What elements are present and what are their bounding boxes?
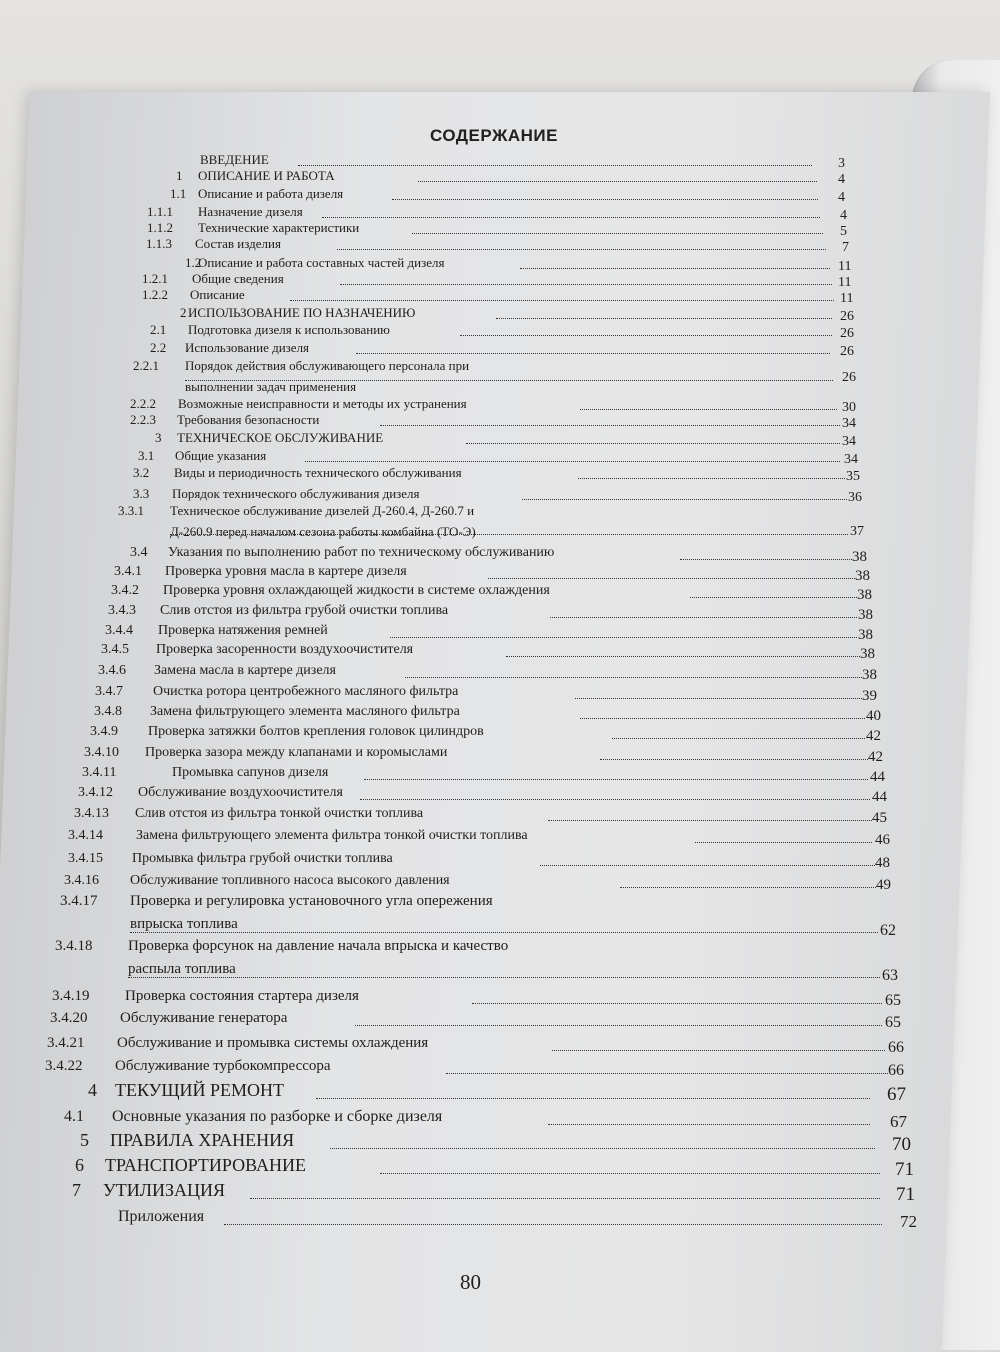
toc-section-number: 2.1	[150, 322, 167, 337]
toc-leader-dots	[224, 1224, 882, 1225]
toc-page-number: 34	[842, 416, 856, 431]
toc-leader-dots	[580, 409, 837, 410]
toc-leader-dots	[360, 799, 870, 800]
toc-section-number: 3.4	[130, 545, 148, 560]
toc-section-number: 3.4.11	[82, 765, 117, 780]
toc-leader-dots	[580, 718, 865, 719]
toc-section-number: 4	[88, 1080, 97, 1100]
toc-section-number: 3.4.21	[47, 1035, 85, 1051]
toc-section-number: 3.3.1	[118, 503, 144, 518]
toc-leader-dots	[548, 1124, 870, 1125]
toc-page-number: 67	[890, 1112, 907, 1131]
toc-section-title: Промывка фильтра грубой очистки топлива	[132, 851, 393, 866]
toc-page-number: 66	[888, 1039, 904, 1056]
toc-page-number: 4	[840, 208, 847, 223]
toc-section-number: 1	[176, 168, 183, 183]
toc-section-number: 1.1.3	[146, 236, 172, 251]
toc-leader-dots	[552, 1050, 885, 1051]
toc-section-number: 3.4.9	[90, 724, 118, 739]
toc-leader-dots	[522, 499, 847, 500]
toc-section-title: Описание	[190, 287, 245, 302]
toc-page-number: 42	[868, 749, 883, 765]
toc-page-number: 38	[858, 607, 873, 623]
toc-section-number: 3.4.10	[84, 745, 119, 760]
toc-leader-dots	[185, 380, 833, 381]
toc-page-number: 30	[842, 400, 856, 415]
toc-section-number: 1.2.1	[142, 271, 168, 286]
toc-leader-dots	[170, 534, 848, 535]
toc-section-title: Очистка ротора центробежного масляного фильтра	[153, 684, 459, 699]
toc-section-number: 3.4.16	[64, 873, 99, 888]
toc-page-number: 44	[872, 789, 887, 805]
toc-leader-dots	[412, 233, 823, 234]
toc-page-number: 26	[840, 309, 854, 324]
toc-page-number: 72	[900, 1212, 917, 1231]
toc-leader-dots	[337, 249, 826, 250]
page-number: 80	[460, 1270, 481, 1294]
toc-section-number: 3.4.17	[60, 893, 98, 909]
toc-section-number: 3.2	[133, 465, 150, 480]
toc-section-title: Техническое обслуживание дизелей Д-260.4, Д-260.7 и	[170, 503, 475, 518]
toc-leader-dots	[680, 559, 852, 560]
toc-section-title: Описание и работа дизеля	[198, 186, 344, 201]
toc-page-number: 65	[885, 992, 901, 1009]
toc-section-title: ВВЕДЕНИЕ	[200, 152, 269, 167]
toc-page-number: 4	[838, 172, 845, 187]
toc-section-number: 6	[75, 1155, 84, 1175]
toc-page-number: 44	[870, 769, 885, 785]
toc-section-number: 1.1	[170, 186, 187, 201]
toc-section-title: Проверка засоренности воздухоочистителя	[156, 642, 414, 657]
toc-page-number: 63	[882, 967, 898, 984]
toc-section-title-continued: Д-260.9 перед началом сезона работы комбайна (ТО-Э)	[170, 524, 476, 539]
toc-page-number: 71	[896, 1184, 915, 1205]
toc-section-title: Обслуживание топливного насоса высокого давления	[130, 873, 450, 888]
toc-page-number: 38	[858, 627, 873, 643]
toc-page-number: 48	[875, 855, 890, 871]
toc-page-number: 36	[848, 490, 862, 505]
toc-leader-dots	[620, 887, 876, 888]
toc-page-number: 37	[850, 524, 864, 539]
toc-section-title: Общие указания	[175, 448, 267, 463]
toc-page-number: 70	[892, 1134, 911, 1155]
toc-section-title: Проверка и регулировка установочного угла опережения	[130, 893, 493, 909]
toc-section-number: 2.2	[150, 340, 167, 355]
toc-section-title: ИСПОЛЬЗОВАНИЕ ПО НАЗНАЧЕНИЮ	[188, 305, 416, 320]
toc-leader-dots	[322, 217, 820, 218]
toc-section-number: 1.1.2	[147, 220, 173, 235]
toc-page-number: 34	[842, 434, 856, 449]
toc-section-title: Замена фильтрующего элемента фильтра тонкой очистки топлива	[136, 828, 528, 843]
toc-leader-dots	[130, 932, 878, 933]
toc-section-number: 3.4.1	[114, 564, 142, 579]
toc-page-number: 3	[838, 156, 845, 171]
toc-page-number: 46	[875, 832, 890, 848]
toc-section-title: Технические характеристики	[198, 220, 360, 235]
toc-leader-dots	[690, 597, 857, 598]
toc-section-number: 3.4.13	[74, 806, 109, 821]
toc-section-title: Требования безопасности	[177, 412, 320, 427]
toc-section-number: 2	[180, 305, 187, 320]
toc-leader-dots	[250, 1198, 880, 1199]
toc-section-number: 3.4.7	[95, 684, 123, 699]
toc-section-title: Назначение дизеля	[198, 204, 303, 219]
toc-section-number: 3.4.20	[50, 1010, 88, 1026]
toc-section-title: Порядок действия обслуживающего персонала при	[185, 358, 470, 373]
toc-page-number: 35	[846, 469, 860, 484]
toc-section-number: 3.4.3	[108, 603, 136, 618]
toc-section-number: 3.4.4	[105, 623, 133, 638]
toc-page-number: 38	[860, 646, 875, 662]
toc-leader-dots	[405, 677, 862, 678]
toc-section-title: Проверка форсунок на давление начала впрыска и качество	[128, 938, 509, 954]
toc-page-number: 42	[866, 728, 881, 744]
toc-leader-dots	[520, 268, 830, 269]
toc-leader-dots	[600, 759, 868, 760]
toc-section-number: 3.4.15	[68, 851, 103, 866]
toc-page-number: 40	[866, 708, 881, 724]
toc-section-title: Общие сведения	[192, 271, 284, 286]
toc-section-number: 3.4.14	[68, 828, 103, 843]
toc-section-number: 3.4.18	[55, 938, 93, 954]
toc-section-number: 3.4.5	[101, 642, 129, 657]
toc-section-title-continued: впрыска топлива	[130, 916, 238, 932]
toc-page-number: 11	[838, 275, 852, 290]
toc-section-title: ТЕКУЩИЙ РЕМОНТ	[115, 1080, 285, 1100]
toc-leader-dots	[316, 1098, 870, 1099]
toc-section-title: ТРАНСПОРТИРОВАНИЕ	[105, 1155, 307, 1175]
toc-leader-dots	[578, 478, 845, 479]
toc-leader-dots	[356, 353, 830, 354]
toc-section-title: ОПИСАНИЕ И РАБОТА	[198, 168, 335, 183]
toc-page-number: 26	[840, 326, 854, 341]
toc-page-number: 45	[872, 810, 887, 826]
toc-section-title: Проверка уровня охлаждающей жидкости в системе охлаждения	[163, 583, 550, 598]
toc-page-number: 62	[880, 922, 896, 939]
toc-section-title: Состав изделия	[195, 236, 281, 251]
toc-leader-dots	[612, 738, 865, 739]
toc-section-title: Проверка состояния стартера дизеля	[125, 988, 359, 1004]
toc-section-number: 1.2.2	[142, 287, 168, 302]
toc-section-number: 1.2	[185, 255, 202, 270]
toc-section-title: Слив отстоя из фильтра грубой очистки топлива	[160, 603, 449, 618]
toc-page-number: 67	[887, 1084, 906, 1105]
toc-leader-dots	[380, 425, 840, 426]
toc-page-number: 38	[862, 667, 877, 683]
toc-page-number: 4	[838, 190, 845, 205]
toc-section-title: Порядок технического обслуживания дизеля	[172, 486, 420, 501]
toc-section-title: Замена фильтрующего элемента масляного фильтра	[150, 704, 460, 719]
toc-section-title: ТЕХНИЧЕСКОЕ ОБСЛУЖИВАНИЕ	[177, 430, 384, 445]
toc-section-number: 3.4.8	[94, 704, 122, 719]
toc-section-title: Промывка сапунов дизеля	[172, 765, 329, 780]
toc-section-title: Приложения	[118, 1208, 205, 1225]
toc-section-title: Слив отстоя из фильтра тонкой очистки топлива	[135, 806, 424, 821]
toc-leader-dots	[695, 842, 872, 843]
toc-section-number: 2.2.3	[130, 412, 156, 427]
toc-leader-dots	[460, 335, 832, 336]
toc-section-title: Описание и работа составных частей дизеля	[198, 255, 445, 270]
toc-leader-dots	[550, 617, 857, 618]
toc-page-number: 38	[857, 587, 872, 603]
toc-section-number: 3.4.12	[78, 785, 113, 800]
toc-leader-dots	[290, 300, 834, 301]
toc-leader-dots	[355, 1025, 882, 1026]
toc-page-number: 66	[888, 1062, 904, 1079]
toc-leader-dots	[466, 443, 840, 444]
toc-leader-dots	[472, 1003, 882, 1004]
toc-leader-dots	[540, 865, 875, 866]
toc-leader-dots	[488, 578, 855, 579]
toc-page-number: 39	[862, 688, 877, 704]
toc-page-number: 11	[838, 259, 852, 274]
toc-section-title: Проверка натяжения ремней	[158, 623, 328, 638]
toc-page-number: 71	[895, 1159, 914, 1180]
toc-page-number: 26	[842, 370, 856, 385]
toc-leader-dots	[128, 977, 880, 978]
toc-leader-dots	[446, 1073, 888, 1074]
toc-section-title: Основные указания по разборке и сборке дизеля	[112, 1108, 443, 1125]
toc-page-number: 11	[840, 291, 854, 306]
toc-section-number: 2.2.1	[133, 358, 159, 373]
toc-leader-dots	[305, 461, 840, 462]
toc-section-title: ПРАВИЛА ХРАНЕНИЯ	[110, 1130, 295, 1150]
toc-section-number: 3.4.2	[111, 583, 139, 598]
toc-section-title-continued: выполнении задач применения	[185, 379, 357, 394]
toc-section-title: Обслуживание и промывка системы охлаждения	[117, 1035, 429, 1051]
toc-leader-dots	[298, 165, 812, 166]
toc-page-number: 5	[840, 224, 847, 239]
toc-section-title: Обслуживание турбокомпрессора	[115, 1058, 331, 1074]
toc-section-title: Обслуживание воздухоочистителя	[138, 785, 343, 800]
page-title: СОДЕРЖАНИЕ	[430, 126, 558, 145]
toc-section-number: 3.1	[138, 448, 155, 463]
toc-section-title: Проверка зазора между клапанами и коромыслами	[145, 745, 448, 760]
toc-section-title: Виды и периодичность технического обслуживания	[174, 465, 462, 480]
toc-leader-dots	[364, 779, 868, 780]
toc-section-number: 3.4.6	[98, 663, 126, 678]
toc-section-title: Обслуживание генератора	[120, 1010, 288, 1026]
toc-section-title: Проверка уровня масла в картере дизеля	[165, 564, 407, 579]
toc-section-number: 3.4.22	[45, 1058, 83, 1074]
toc-section-title: УТИЛИЗАЦИЯ	[103, 1180, 225, 1200]
toc-section-title: Возможные неисправности и методы их устранения	[178, 396, 467, 411]
toc-leader-dots	[548, 820, 872, 821]
toc-section-title: Проверка затяжки болтов крепления головок цилиндров	[148, 724, 484, 739]
toc-page-number: 26	[840, 344, 854, 359]
toc-page-number: 7	[842, 240, 849, 255]
toc-section-number: 1.1.1	[147, 204, 173, 219]
toc-leader-dots	[392, 199, 818, 200]
toc-section-title: Использование дизеля	[185, 340, 310, 355]
toc-section-title: Подготовка дизеля к использованию	[188, 322, 390, 337]
toc-page-number: 38	[855, 568, 870, 584]
toc-section-number: 7	[72, 1180, 81, 1200]
toc-leader-dots	[390, 637, 857, 638]
toc-section-number: 4.1	[64, 1108, 84, 1125]
toc-leader-dots	[340, 284, 832, 285]
toc-section-title: Замена масла в картере дизеля	[154, 663, 336, 678]
toc-leader-dots	[496, 318, 832, 319]
toc-section-number: 3	[155, 430, 162, 445]
toc-section-number: 5	[80, 1130, 89, 1150]
toc-section-title-continued: распыла топлива	[128, 961, 236, 977]
toc-leader-dots	[418, 181, 817, 182]
toc-section-number: 3.3	[133, 486, 150, 501]
toc-page-number: 65	[885, 1014, 901, 1031]
toc-page-number: 38	[852, 549, 867, 565]
toc-page-number: 49	[876, 877, 891, 893]
toc-page-number: 34	[844, 452, 858, 467]
toc-leader-dots	[506, 656, 860, 657]
toc-leader-dots	[330, 1148, 875, 1149]
toc-leader-dots	[380, 1173, 880, 1174]
toc-section-number: 2.2.2	[130, 396, 156, 411]
toc-section-number: 3.4.19	[52, 988, 90, 1004]
toc-leader-dots	[575, 698, 862, 699]
toc-section-title: Указания по выполнению работ по техническому обслуживанию	[168, 545, 555, 560]
